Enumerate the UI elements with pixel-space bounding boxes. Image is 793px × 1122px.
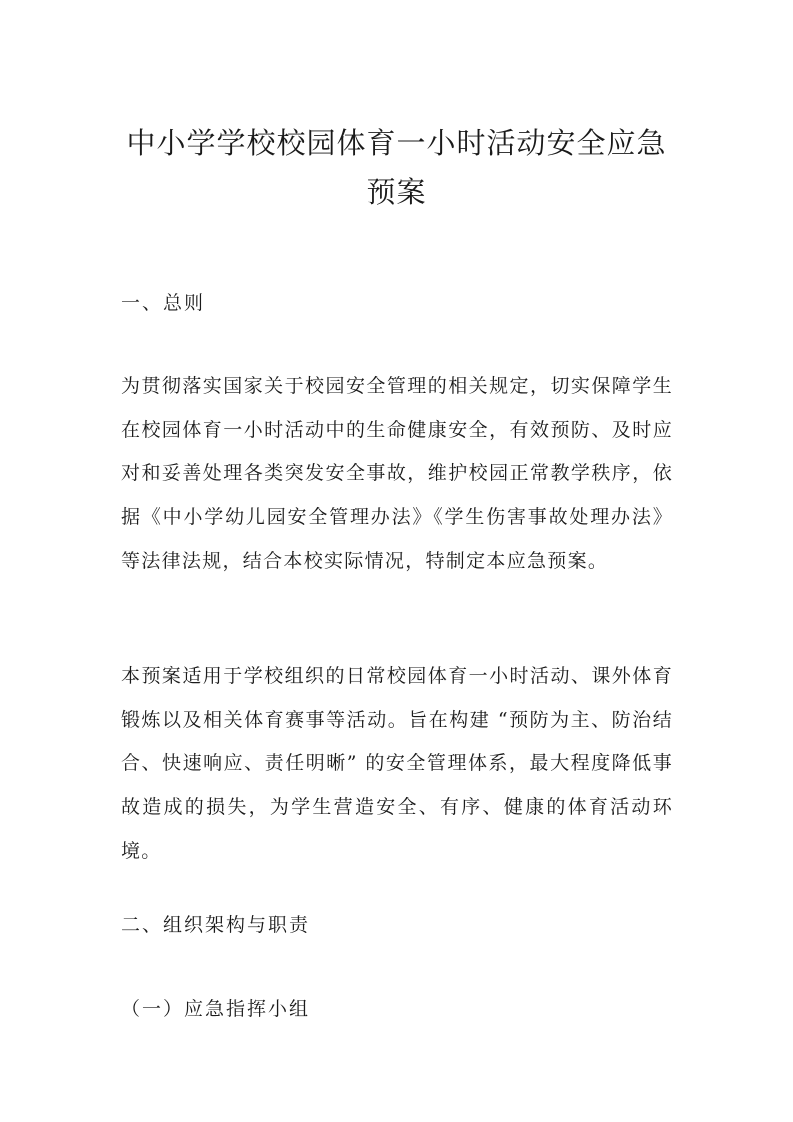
paragraph-purpose: 为贯彻落实国家关于校园安全管理的相关规定，切实保障学生在校园体育一小时活动中的生命健康安全，有效预防、及时应对和妥善处理各类突发安全事故，维护校园正常教学秩序，依据《中小学幼儿园安全管理办法》《学生伤害事故处理办法》等法律法规，结合本校实际情况，特制定本应急预案。	[121, 375, 673, 572]
paragraph-scope: 本预案适用于学校组织的日常校园体育一小时活动、课外体育锻炼以及相关体育赛事等活动。旨在构建 “预防为主、防治结合、快速响应、责任明晰” 的安全管理体系，最大程度降低事故造成的损失，为学生营造安全、有序、健康的体育活动环境。	[121, 665, 673, 862]
section-heading-general: 一、总则	[121, 292, 206, 314]
subsection-heading-command-group: （一）应急指挥小组	[121, 998, 311, 1020]
section-heading-organization: 二、组织架构与职责	[121, 914, 311, 936]
document-title-line2: 预案	[366, 175, 427, 209]
document-title-line1: 中小学学校校园体育一小时活动安全应急	[126, 126, 667, 160]
